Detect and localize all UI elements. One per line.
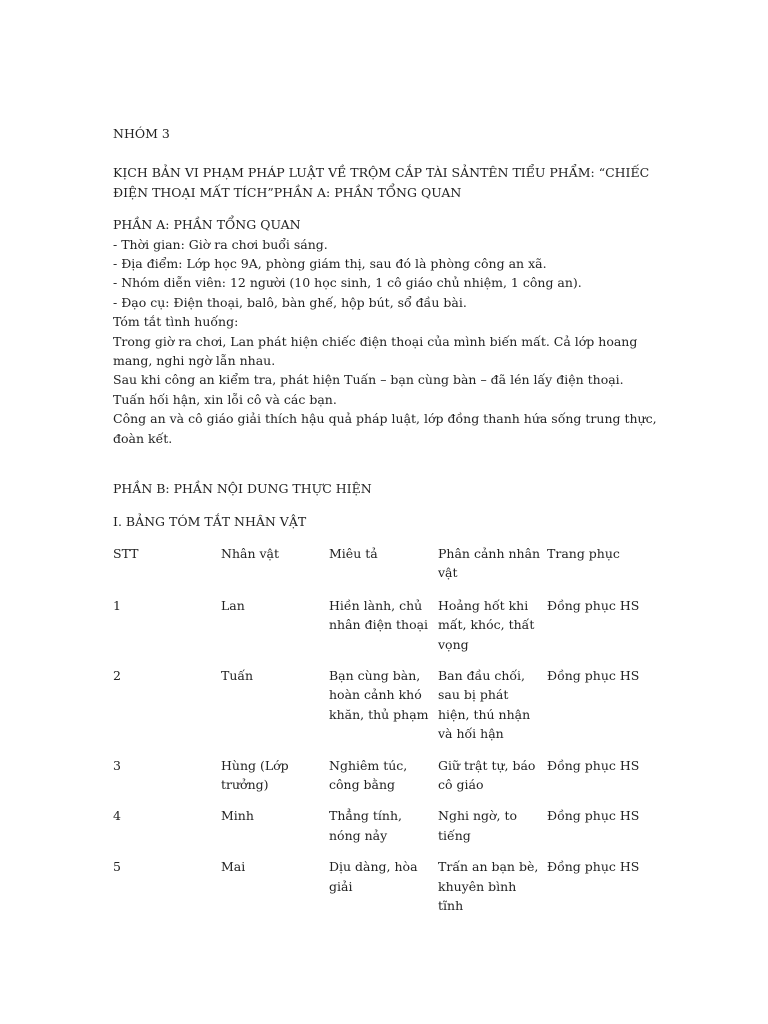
cell-scene: Giữ trật tự, báo cô giáo xyxy=(438,757,536,792)
cell-scene: Ban đầu chối, sau bị phát hiện, thú nhận và hối hận xyxy=(438,667,531,742)
table-row xyxy=(113,756,658,807)
character-table xyxy=(113,544,658,928)
cell-character: Tuấn xyxy=(221,667,254,683)
cell-character: Minh xyxy=(221,808,254,824)
summary-paragraph: Công an và cô giáo giải thích hậu quả pháp luật, lớp đồng thanh hứa sống trung thực, đoàn kết. xyxy=(113,411,657,446)
cell-stt: 5 xyxy=(113,859,121,875)
section-b-heading: PHẦN B: PHẦN NỘI DUNG THỰC HIỆN xyxy=(113,481,372,497)
cell-description: Thẳng tính, nóng nảy xyxy=(329,808,402,843)
cell-description: Nghiêm túc, công bằng xyxy=(329,757,408,792)
table-row xyxy=(113,596,658,666)
cell-costume: Đồng phục HS xyxy=(547,808,640,824)
section-a-heading: PHẦN A: PHẦN TỔNG QUAN xyxy=(113,217,301,233)
header-cell-stt: STT xyxy=(113,545,139,561)
cell-description: Bạn cùng bàn, hoàn cảnh khó khăn, thủ phạm xyxy=(329,667,429,722)
cell-scene: Nghi ngờ, to tiếng xyxy=(438,808,518,843)
cell-stt: 3 xyxy=(113,757,121,773)
cell-stt: 1 xyxy=(113,597,121,613)
section-a-line: - Nhóm diễn viên: 12 người (10 học sinh, 1 cô giáo chủ nhiệm, 1 công an). xyxy=(113,275,582,291)
cell-costume: Đồng phục HS xyxy=(547,757,640,773)
table-header-row xyxy=(113,544,658,596)
cell-character: Lan xyxy=(221,597,245,613)
cell-description: Hiền lành, chủ nhân điện thoại xyxy=(329,597,429,633)
cell-character: Hùng (Lớp trưởng) xyxy=(221,757,289,792)
table-row xyxy=(113,666,658,756)
header-cell-character: Nhân vật xyxy=(221,545,280,561)
cell-description: Dịu dàng, hòa giải xyxy=(329,859,418,894)
table-row xyxy=(113,857,658,927)
summary-label: Tóm tắt tình huống: xyxy=(113,314,239,330)
character-table-heading: I. BẢNG TÓM TẮT NHÂN VẬT xyxy=(113,513,307,529)
cell-scene: Hoảng hốt khi mất, khóc, thất vọng xyxy=(438,597,535,652)
summary-paragraph: Sau khi công an kiểm tra, phát hiện Tuấn – bạn cùng bàn – đã lén lấy điện thoại. Tuấn hối hận, xin lỗi cô và các bạn. xyxy=(113,372,624,407)
header-cell-scene: Phân cảnh nhân vật xyxy=(438,545,541,581)
cell-stt: 4 xyxy=(113,808,121,824)
cell-costume: Đồng phục HS xyxy=(547,597,640,613)
table-row xyxy=(113,806,658,857)
section-a-line: - Thời gian: Giờ ra chơi buổi sáng. xyxy=(113,236,328,252)
header-cell-description: Miêu tả xyxy=(329,545,378,561)
header-cell-costume: Trang phục xyxy=(547,545,620,561)
group-label: NHÓM 3 xyxy=(113,126,170,141)
cell-costume: Đồng phục HS xyxy=(547,667,640,683)
section-a-line: - Địa điểm: Lớp học 9A, phòng giám thị, sau đó là phòng công an xã. xyxy=(113,256,547,272)
cell-character: Mai xyxy=(221,859,246,875)
section-a-line: - Đạo cụ: Điện thoại, balô, bàn ghế, hộp bút, sổ đầu bài. xyxy=(113,294,467,310)
summary-paragraph: Trong giờ ra chơi, Lan phát hiện chiếc điện thoại của mình biến mất. Cả lớp hoang mang, nghi ngờ lẫn nhau. xyxy=(113,333,638,369)
cell-costume: Đồng phục HS xyxy=(547,859,640,875)
document-page xyxy=(113,124,658,927)
document-title: KỊCH BẢN VI PHẠM PHÁP LUẬT VỀ TRỘM CẮP TÀI SẢNTÊN TIỂU PHẨM: “CHIẾC ĐIỆN THOẠI MẤT TÍCH”PHẦN A: PHẦN TỔNG QUAN xyxy=(113,165,650,200)
cell-scene: Trấn an bạn bè, khuyên bình tĩnh xyxy=(438,859,539,913)
cell-stt: 2 xyxy=(113,667,121,683)
